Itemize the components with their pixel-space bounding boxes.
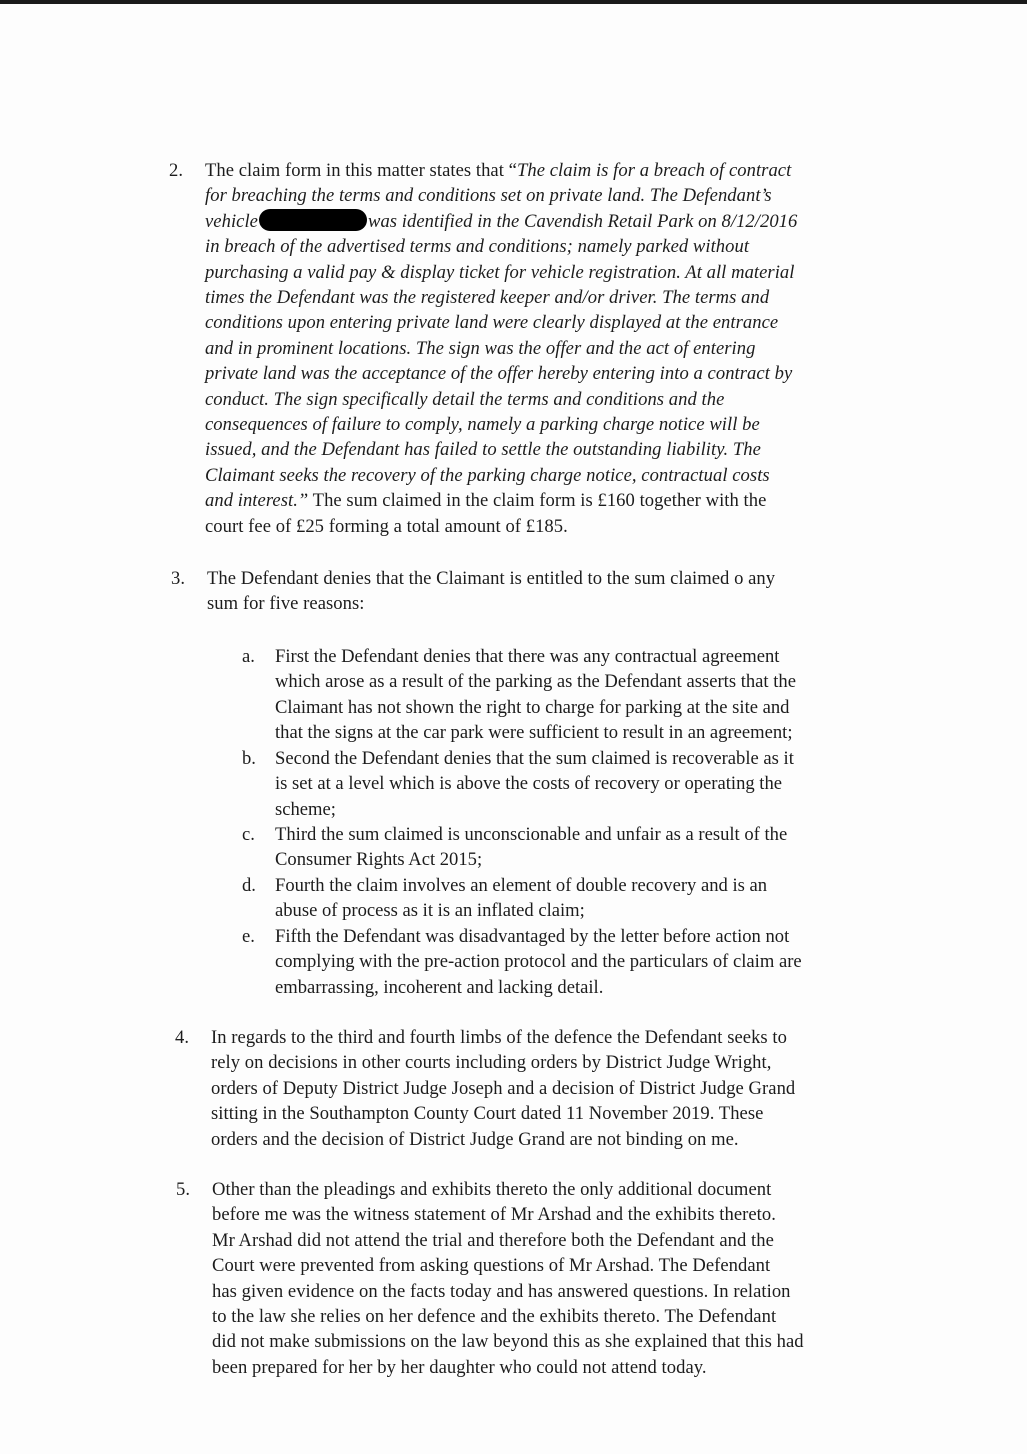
subitem-b [242, 746, 794, 822]
paragraph-line: issued, and the Defendant has failed to settle the outstanding liability. The [205, 439, 761, 461]
subitem-line: that the signs at the car park were sufficient to result in an agreement; [275, 722, 793, 744]
subitem-line: Fourth the claim involves an element of double recovery and is an [275, 875, 768, 896]
paragraph-line: in breach of the advertised terms and conditions; namely parked without [205, 236, 750, 258]
paragraph-line: been prepared for her by her daughter who could not attend today. [212, 1356, 707, 1378]
subitem-line: which arose as a result of the parking as the Defendant asserts that the [275, 671, 796, 693]
subitem-line: Third the sum claimed is unconscionable and unfair as a result of the [275, 824, 788, 845]
subitem-letter: d. [242, 875, 256, 896]
paragraph-line: court fee of £25 forming a total amount of £185. [205, 515, 568, 537]
paragraph-line: Other than the pleadings and exhibits thereto the only additional document [212, 1179, 772, 1200]
document-page [0, 4, 1027, 1454]
paragraph-line: conduct. The sign specifically detail the terms and conditions and the [205, 388, 725, 410]
paragraph-number: 2. [169, 160, 184, 181]
paragraph-3 [171, 566, 776, 617]
paragraph-4 [175, 1025, 796, 1152]
paragraph-line: Court were prevented from asking questions of Mr Arshad. The Defendant [212, 1255, 771, 1277]
subitem-line: complying with the pre-action protocol and the particulars of claim are [275, 951, 802, 973]
paragraph-line: Mr Arshad did not attend the trial and therefore both the Defendant and the [212, 1229, 774, 1251]
subitem-line: abuse of process as it is an inflated claim; [275, 900, 585, 922]
paragraph-line: for breaching the terms and conditions set on private land. The Defendant’s [205, 185, 772, 207]
paragraph-line: times the Defendant was the registered keeper and/or driver. The terms and [205, 287, 770, 309]
paragraph-line: Claimant seeks the recovery of the parking charge notice, contractual costs [205, 464, 770, 486]
subitem-letter: e. [242, 926, 255, 947]
redaction-mark [259, 209, 367, 231]
subitem-a [242, 644, 796, 746]
subitem-c [242, 822, 788, 873]
paragraph-line: In regards to the third and fourth limbs of the defence the Defendant seeks to [211, 1027, 787, 1048]
subitem-letter: c. [242, 824, 255, 845]
paragraph-line: and interest.” The sum claimed in the claim form is £160 together with the [205, 490, 767, 512]
paragraph-number: 5. [176, 1179, 191, 1200]
paragraph-number: 3. [171, 568, 186, 589]
paragraph-line: purchasing a valid pay & display ticket for vehicle registration. At all material [205, 261, 795, 283]
subitem-line: Second the Defendant denies that the sum claimed is recoverable as it [275, 748, 794, 769]
subitem-line: Consumer Rights Act 2015; [275, 849, 483, 871]
paragraph-line: has given evidence on the facts today and has answered questions. In relation [212, 1280, 791, 1302]
paragraph-line: conditions upon entering private land were clearly displayed at the entrance [205, 312, 779, 334]
subitem-line: scheme; [275, 798, 336, 820]
paragraph-line: The claim form in this matter states that “The claim is for a breach of contract [205, 160, 792, 181]
subitem-line: embarrassing, incoherent and lacking detail. [275, 976, 604, 998]
paragraph-2 [169, 158, 798, 539]
paragraph-number: 4. [175, 1027, 190, 1048]
paragraph-line: sum for five reasons: [207, 593, 365, 615]
paragraph-line: before me was the witness statement of Mr Arshad and the exhibits thereto. [212, 1204, 776, 1226]
subitem-letter: b. [242, 748, 256, 769]
paragraph-line: to the law she relies on her defence and the exhibits thereto. The Defendant [212, 1306, 777, 1328]
paragraph-5 [176, 1177, 804, 1380]
paragraph-line: consequences of failure to comply, namely a parking charge notice will be [205, 414, 760, 436]
subitem-e [242, 924, 802, 1000]
paragraph-line: vehicle was identified in the Cavendish Retail Park on 8/12/2016 [205, 210, 798, 232]
subitem-line: Fifth the Defendant was disadvantaged by the letter before action not [275, 926, 790, 947]
paragraph-line: and in prominent locations. The sign was the offer and the act of entering [205, 337, 756, 359]
subitem-line: First the Defendant denies that there was any contractual agreement [275, 646, 780, 667]
subitem-line: Claimant has not shown the right to charge for parking at the site and [275, 696, 790, 718]
subitem-letter: a. [242, 646, 255, 667]
paragraph-line: orders of Deputy District Judge Joseph and a decision of District Judge Grand [211, 1077, 796, 1099]
paragraph-line: orders and the decision of District Judge Grand are not binding on me. [211, 1128, 739, 1150]
paragraph-line: private land was the acceptance of the offer hereby entering into a contract by [205, 363, 793, 385]
paragraph-line: did not make submissions on the law beyond this as she explained that this had [212, 1331, 804, 1353]
paragraph-line: rely on decisions in other courts including orders by District Judge Wright, [211, 1052, 772, 1074]
paragraph-line: sitting in the Southampton County Court dated 11 November 2019. These [211, 1103, 764, 1125]
paragraph-line: The Defendant denies that the Claimant is entitled to the sum claimed o any [207, 568, 776, 589]
subitem-line: is set at a level which is above the costs of recovery or operating the [275, 773, 783, 795]
subitem-d [242, 873, 768, 924]
